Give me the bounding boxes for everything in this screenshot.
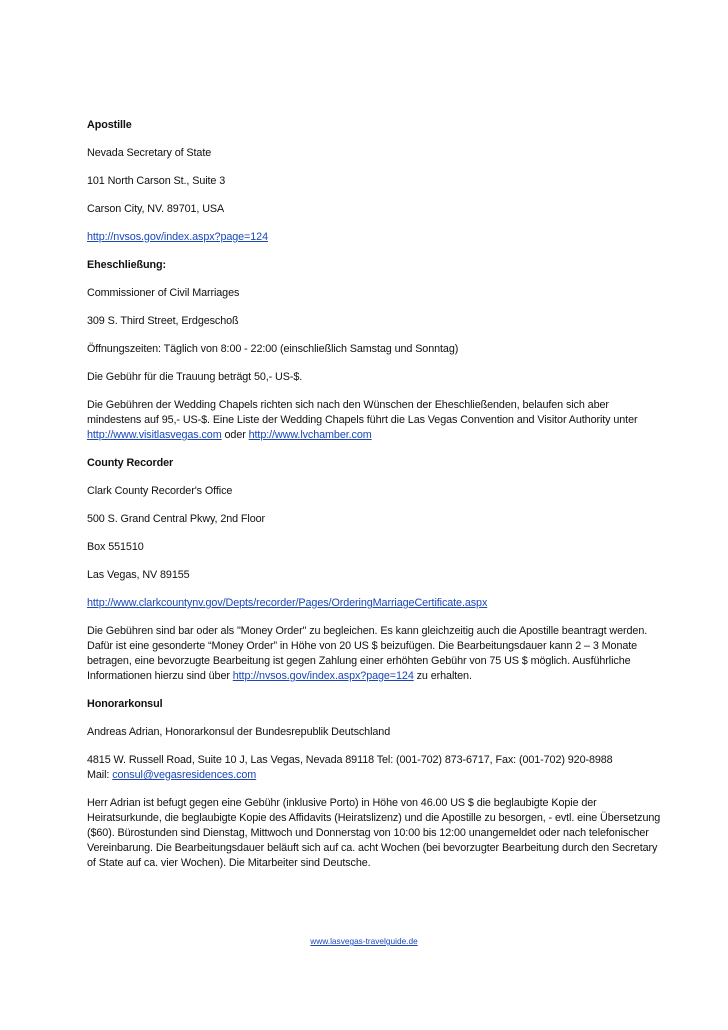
document-body — [87, 118, 662, 884]
recorder-fees-text: Die Gebühren sind bar oder als "Money Order" zu begleichen. Es kann gleichzeitig auch die Apostille beantragt werden. Dafür ist eine gesonderte “Money Order” in Höhe von 20 US $ beizufügen. Die Bearbeitungsdauer kann 2 – 3 Monate betragen, eine bevorzugte Bearbeitung ist gegen Zahlung einer erhöhten Gebühr von 75 US $ möglich. Ausführliche Informationen hierzu sind über — [87, 625, 648, 682]
apostille-authority: Nevada Secretary of State — [87, 147, 212, 159]
visitlasvegas-link[interactable]: http://www.visitlasvegas.com — [87, 429, 222, 441]
marriage-hours: Öffnungszeiten: Täglich von 8:00 - 22:00 (einschließlich Samstag und Sonntag) — [87, 343, 459, 355]
consul-name: Andreas Adrian, Honorarkonsul der Bundesrepublik Deutschland — [87, 726, 391, 738]
recorder-link-line — [87, 596, 662, 611]
apostille-link[interactable]: http://nvsos.gov/index.aspx?page=124 — [87, 231, 268, 243]
consul-heading: Honorarkonsul — [87, 698, 163, 710]
recorder-street: 500 S. Grand Central Pkwy, 2nd Floor — [87, 513, 266, 525]
apostille-heading: Apostille — [87, 119, 132, 131]
apostille-link-line — [87, 230, 662, 245]
recorder-link[interactable]: http://www.clarkcountynv.gov/Depts/recorder/Pages/OrderingMarriageCertificate.aspx — [87, 597, 488, 609]
apostille-city: Carson City, NV. 89701, USA — [87, 203, 225, 215]
recorder-apostille-link[interactable]: http://nvsos.gov/index.aspx?page=124 — [232, 670, 414, 682]
recorder-office: Clark County Recorder's Office — [87, 485, 233, 497]
marriage-fee: Die Gebühr für die Trauung beträgt 50,- US-$. — [87, 371, 303, 383]
recorder-fees-end: zu erhalten. — [413, 670, 472, 682]
consul-paragraph: Herr Adrian ist befugt gegen eine Gebühr (inklusive Porto) in Höhe von 46.00 US $ die beglaubigte Kopie der Heiratsurkunde, die beglaubigte Kopie des Affidavits (Heiratslizenz) und die Apostille zu besorgen, - evtl. eine Übersetzung ($60). Bürostunden sind Dienstag, Mittwoch und Donnerstag von 10:00 bis 12:00 unangemeldet oder nach telefonischer Vereinbarung. Die Bearbeitungsdauer beläuft sich auf ca. acht Wochen (bei bevorzugter Bearbeitung durch den Secretary of State auf ca. vier Wochen). Die Mitarbeiter sind Deutsche. — [87, 797, 661, 869]
recorder-heading: County Recorder — [87, 457, 174, 469]
consul-contact — [87, 753, 662, 783]
footer-link[interactable]: www.lasvegas-travelguide.de — [310, 936, 418, 946]
recorder-box: Box 551510 — [87, 541, 144, 553]
page-footer — [0, 936, 728, 946]
marriage-heading: Eheschließung: — [87, 259, 166, 271]
marriage-address: 309 S. Third Street, Erdgeschoß — [87, 315, 239, 327]
consul-mail-link[interactable]: consul@vegasresidences.com — [112, 769, 257, 781]
lvchamber-link[interactable]: http://www.lvchamber.com — [248, 429, 372, 441]
marriage-commissioner: Commissioner of Civil Marriages — [87, 287, 240, 299]
recorder-fees-paragraph — [87, 624, 662, 684]
marriage-chapels-paragraph — [87, 398, 662, 443]
marriage-chapels-or: oder — [221, 429, 249, 441]
apostille-street: 101 North Carson St., Suite 3 — [87, 175, 226, 187]
consul-address: 4815 W. Russell Road, Suite 10 J, Las Vegas, Nevada 89118 Tel: (001-702) 873-6717, Fax: (001-702) 920-8988 — [87, 754, 613, 766]
recorder-city: Las Vegas, NV 89155 — [87, 569, 190, 581]
marriage-chapels-text: Die Gebühren der Wedding Chapels richten sich nach den Wünschen der Eheschließenden, belaufen sich aber mindestens auf 95,- US-$. Eine Liste der Wedding Chapels führt die Las Vegas Convention and Visitor Authority unter — [87, 399, 638, 426]
consul-mail-label: Mail: — [87, 769, 113, 781]
